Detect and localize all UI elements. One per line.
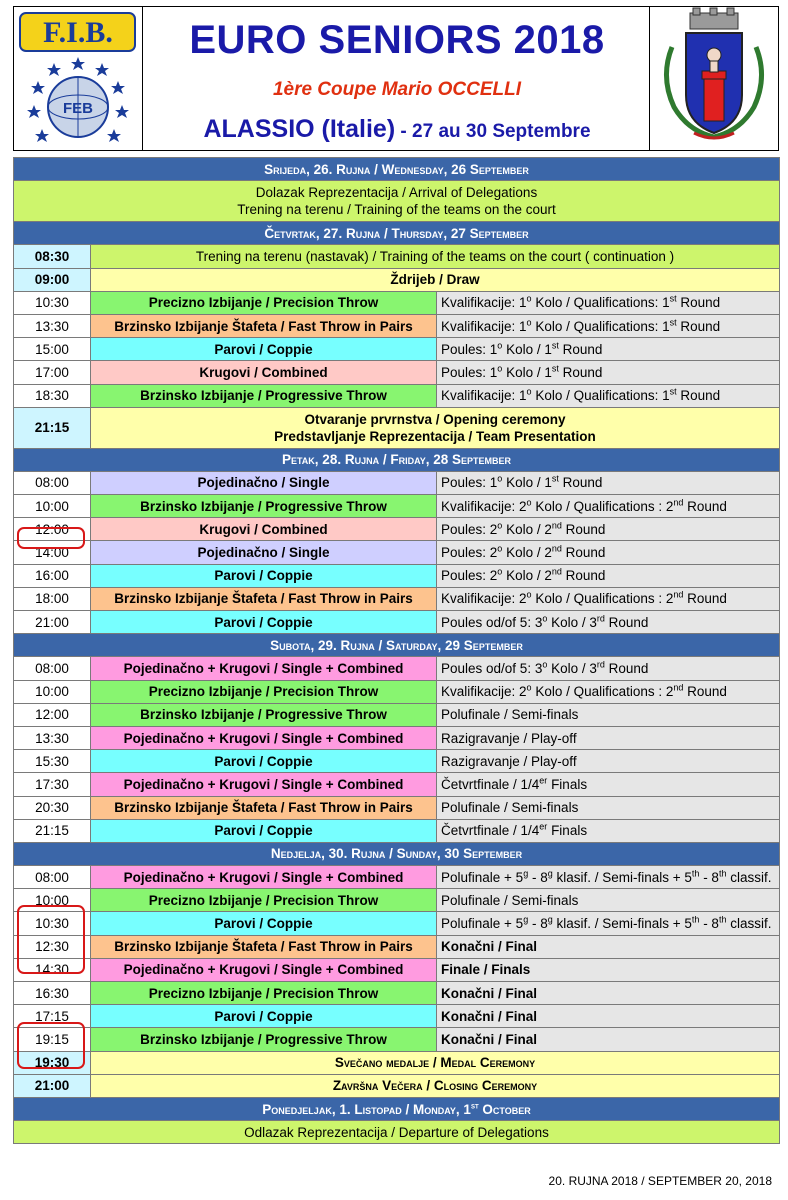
time-cell: 20:30 — [14, 796, 91, 819]
event-cell: Brzinsko Izbijanje Štafeta / Fast Throw in Pairs — [91, 314, 437, 337]
round-text: Round — [561, 545, 606, 561]
round-ordinal: th — [691, 868, 700, 879]
round-text: Round — [604, 614, 649, 630]
event-cell: Brzinsko Izbijanje Štafeta / Fast Throw in Pairs — [91, 587, 437, 610]
day-header-row — [14, 448, 780, 471]
time-cell: 18:00 — [14, 587, 91, 610]
table-row — [14, 703, 780, 726]
event-cell: Parovi / Coppie — [91, 338, 437, 361]
round-text: Kvalifikacije: 2 — [441, 498, 527, 514]
round-ordinal: o — [497, 543, 503, 554]
time-cell: 21:15 — [14, 819, 91, 842]
round-cell — [437, 912, 780, 935]
event-cell: Brzinsko Izbijanje / Progressive Throw — [91, 1028, 437, 1051]
round-ordinal: er — [539, 821, 548, 832]
round-text: classif. — [726, 916, 772, 932]
day-header-saturday: Subota, 29. Rujna / Saturday, 29 September — [14, 634, 780, 657]
arrival-text: Dolazak Reprezentacija / Arrival of Delegations — [255, 185, 538, 201]
round-ordinal: nd — [673, 682, 684, 693]
training-text: Trening na terenu / Training of the teams on the court — [237, 202, 556, 218]
table-row — [14, 541, 780, 564]
round-text: Kvalifikacije: 1 — [441, 388, 527, 404]
round-text: Kolo / Qualifications : 2 — [531, 498, 674, 514]
alassio-crest-icon — [650, 7, 778, 150]
round-cell — [437, 495, 780, 518]
venue-line — [144, 115, 650, 144]
round-text: Poules od/of 5: 3 — [441, 614, 543, 630]
table-row — [14, 1074, 780, 1097]
event-cell: Parovi / Coppie — [91, 1005, 437, 1028]
event-cell: Brzinsko Izbijanje / Progressive Throw — [91, 495, 437, 518]
event-cell: Pojedinačno + Krugovi / Single + Combined — [91, 866, 437, 889]
round-text: Poules: 2 — [441, 521, 498, 537]
round-text: Round — [604, 660, 649, 676]
round-ordinal: st — [551, 473, 559, 484]
round-text: Polufinale + 5 — [441, 916, 524, 932]
round-text: Razigravanje / Play-off — [441, 753, 577, 769]
event-cell: Pojedinačno + Krugovi / Single + Combined — [91, 726, 437, 749]
day-header-row — [14, 842, 780, 865]
round-ordinal: nd — [551, 520, 562, 531]
event-cell: Brzinsko Izbijanje / Progressive Throw — [91, 384, 437, 407]
round-cell — [437, 703, 780, 726]
wednesday-info — [14, 181, 780, 222]
venue-city: ALASSIO (Italie) — [203, 115, 396, 143]
round-text: Poules od/of 5: 3 — [441, 660, 543, 676]
round-ordinal: o — [526, 589, 532, 600]
round-text: Poules: 2 — [441, 545, 498, 561]
event-cell: Pojedinačno + Krugovi / Single + Combined — [91, 958, 437, 981]
round-text: Poules: 2 — [441, 568, 498, 584]
round-text: Konačni / Final — [441, 1008, 538, 1024]
round-ordinal: th — [691, 914, 700, 925]
time-cell: 17:30 — [14, 773, 91, 796]
round-text: Kvalifikacije: 1 — [441, 295, 527, 311]
round-text: Finale / Finals — [441, 962, 531, 978]
round-text: klasif. / Semi-finals + 5 — [552, 869, 692, 885]
team-presentation-text: Predstavljanje Reprezentacija / Team Presentation — [274, 428, 596, 444]
monday-info-row — [14, 1121, 780, 1144]
time-cell: 13:30 — [14, 726, 91, 749]
round-text: - 8 — [528, 916, 548, 932]
round-text: Round — [561, 568, 606, 584]
round-ordinal: g — [523, 868, 529, 879]
table-row — [14, 680, 780, 703]
round-text: Kolo / 2 — [502, 568, 552, 584]
round-ordinal: rd — [596, 613, 605, 624]
event-cell: Precizno Izbijanje / Precision Throw — [91, 982, 437, 1005]
time-cell: 18:30 — [14, 384, 91, 407]
round-ordinal: o — [497, 363, 503, 374]
time-cell: 08:00 — [14, 657, 91, 680]
day-header-monday-text: Ponedjeljak, 1. Listopad / Monday, 1 — [262, 1101, 471, 1117]
round-cell — [437, 587, 780, 610]
round-text: Kolo / 2 — [502, 545, 552, 561]
day-header-row — [14, 1097, 780, 1120]
time-cell: 10:30 — [14, 291, 91, 314]
round-ordinal: nd — [673, 497, 684, 508]
round-ordinal: o — [497, 340, 503, 351]
table-row — [14, 889, 780, 912]
table-row — [14, 291, 780, 314]
day-header-friday: Petak, 28. Rujna / Friday, 28 September — [14, 448, 780, 471]
day-header-sunday: Nedjelja, 30. Rujna / Sunday, 30 September — [14, 842, 780, 865]
round-text: Round — [683, 684, 727, 700]
training-cell: Trening na terenu (nastavak) / Training of the teams on the court ( continuation ) — [91, 245, 780, 268]
document-subtitle: 1ère Coupe Mario OCCELLI — [272, 79, 522, 100]
time-cell: 14:30 — [14, 958, 91, 981]
round-ordinal: o — [497, 473, 503, 484]
table-row — [14, 495, 780, 518]
round-text: Poules: 1 — [441, 475, 498, 491]
day-header-row — [14, 222, 780, 245]
event-cell: Pojedinačno + Krugovi / Single + Combined — [91, 773, 437, 796]
round-ordinal: g — [547, 914, 553, 925]
time-cell: 15:00 — [14, 338, 91, 361]
round-cell — [437, 314, 780, 337]
departure-cell: Odlazak Reprezentacija / Departure of Delegations — [14, 1121, 780, 1144]
table-row — [14, 912, 780, 935]
round-cell — [437, 796, 780, 819]
table-row — [14, 361, 780, 384]
time-cell: 21:00 — [14, 1074, 91, 1097]
time-cell: 10:00 — [14, 495, 91, 518]
medal-ceremony-cell: Svečano medalje / Medal Ceremony — [91, 1051, 780, 1074]
document-header — [13, 6, 779, 151]
table-row — [14, 866, 780, 889]
round-cell — [437, 518, 780, 541]
round-cell — [437, 773, 780, 796]
round-cell — [437, 889, 780, 912]
event-cell: Parovi / Coppie — [91, 912, 437, 935]
round-ordinal: st — [669, 293, 677, 304]
table-row — [14, 726, 780, 749]
time-cell: 19:15 — [14, 1028, 91, 1051]
round-text: Kolo / 2 — [502, 521, 552, 537]
time-cell: 08:00 — [14, 471, 91, 494]
round-ordinal: st — [551, 340, 559, 351]
round-cell — [437, 361, 780, 384]
round-cell — [437, 982, 780, 1005]
round-text: Kolo / Qualifications: 1 — [531, 295, 670, 311]
table-row — [14, 471, 780, 494]
round-text: Round — [676, 388, 721, 404]
round-cell — [437, 657, 780, 680]
time-cell: 08:30 — [14, 245, 91, 268]
coat-of-arms — [649, 7, 778, 150]
time-cell: 21:00 — [14, 611, 91, 634]
highlight-circle — [17, 905, 85, 974]
round-text: Kolo / Qualifications : 2 — [531, 684, 674, 700]
round-text: Konačni / Final — [441, 985, 538, 1001]
round-ordinal: th — [718, 868, 727, 879]
round-text: Polufinale / Semi-finals — [441, 892, 579, 908]
time-cell: 08:00 — [14, 866, 91, 889]
table-row — [14, 1028, 780, 1051]
day-header-monday-month: October — [478, 1101, 531, 1117]
round-ordinal: nd — [551, 566, 562, 577]
event-cell: Brzinsko Izbijanje Štafeta / Fast Throw in Pairs — [91, 935, 437, 958]
time-cell: 10:00 — [14, 889, 91, 912]
draw-cell: Ždrijeb / Draw — [91, 268, 780, 291]
round-text: Kolo / 1 — [502, 341, 552, 357]
time-cell: 10:00 — [14, 680, 91, 703]
opening-ceremony-text: Otvaranje prvrnstva / Opening ceremony — [304, 411, 566, 427]
round-text: Round — [683, 498, 727, 514]
round-ordinal: o — [526, 386, 532, 397]
event-cell: Pojedinačno / Single — [91, 541, 437, 564]
event-cell: Pojedinačno / Single — [91, 471, 437, 494]
event-cell: Parovi / Coppie — [91, 819, 437, 842]
round-text: Četvrtfinale / 1/4 — [441, 776, 540, 792]
round-text: Kolo / 1 — [502, 364, 552, 380]
round-ordinal: o — [542, 613, 548, 624]
round-cell — [437, 291, 780, 314]
event-cell: Krugovi / Combined — [91, 518, 437, 541]
round-text: Konačni / Final — [441, 939, 538, 955]
schedule-table — [13, 157, 780, 1144]
time-cell: 17:00 — [14, 361, 91, 384]
table-row — [14, 958, 780, 981]
table-row — [14, 935, 780, 958]
table-row — [14, 1005, 780, 1028]
time-cell: 12:30 — [14, 935, 91, 958]
round-cell — [437, 726, 780, 749]
day-header-thursday: Četvrtak, 27. Rujna / Thursday, 27 September — [14, 222, 780, 245]
round-text: Round — [676, 318, 721, 334]
round-text: Finals — [547, 823, 588, 839]
round-ordinal: o — [526, 497, 532, 508]
round-text: Četvrtfinale / 1/4 — [441, 823, 540, 839]
round-text: Kolo / Qualifications: 1 — [531, 388, 670, 404]
round-cell — [437, 471, 780, 494]
table-row — [14, 773, 780, 796]
time-cell: 19:30 — [14, 1051, 91, 1074]
table-row — [14, 796, 780, 819]
wednesday-info-row — [14, 181, 780, 222]
table-row — [14, 819, 780, 842]
round-ordinal: er — [539, 775, 548, 786]
round-ordinal: st — [551, 363, 559, 374]
round-text: Round — [558, 341, 603, 357]
round-ordinal: rd — [596, 659, 605, 670]
round-ordinal: o — [542, 659, 548, 670]
round-text: Round — [558, 475, 603, 491]
time-cell: 09:00 — [14, 268, 91, 291]
venue-dates: - 27 au 30 Septembre — [395, 121, 591, 142]
time-cell: 16:00 — [14, 564, 91, 587]
round-ordinal: g — [547, 868, 553, 879]
round-text: Round — [561, 521, 606, 537]
time-cell: 17:15 — [14, 1005, 91, 1028]
round-text: - 8 — [699, 869, 719, 885]
round-cell — [437, 1005, 780, 1028]
highlight-circle — [17, 1022, 85, 1069]
highlight-circle — [17, 527, 85, 549]
round-cell — [437, 338, 780, 361]
round-text: Polufinale / Semi-finals — [441, 707, 579, 723]
table-row — [14, 982, 780, 1005]
round-text: Polufinale / Semi-finals — [441, 800, 579, 816]
round-ordinal: o — [526, 682, 532, 693]
time-cell: 13:30 — [14, 314, 91, 337]
time-cell: 10:30 — [14, 912, 91, 935]
round-ordinal: o — [497, 566, 503, 577]
round-ordinal: nd — [551, 543, 562, 554]
round-text: Konačni / Final — [441, 1031, 538, 1047]
round-ordinal: th — [718, 914, 727, 925]
round-cell — [437, 611, 780, 634]
round-text: Kolo / 1 — [502, 475, 552, 491]
round-text: Kolo / Qualifications: 1 — [531, 318, 670, 334]
round-text: Kvalifikacije: 2 — [441, 591, 527, 607]
event-cell: Pojedinačno + Krugovi / Single + Combined — [91, 657, 437, 680]
event-cell: Parovi / Coppie — [91, 564, 437, 587]
event-cell: Precizno Izbijanje / Precision Throw — [91, 680, 437, 703]
table-row — [14, 750, 780, 773]
round-cell — [437, 750, 780, 773]
round-ordinal: st — [669, 317, 677, 328]
time-cell: 14:00 — [14, 541, 91, 564]
round-text: classif. — [726, 869, 772, 885]
table-row — [14, 384, 780, 407]
round-text: Kvalifikacije: 2 — [441, 684, 527, 700]
round-ordinal: o — [497, 520, 503, 531]
event-cell: Brzinsko Izbijanje / Progressive Throw — [91, 703, 437, 726]
time-cell: 12:00 — [14, 703, 91, 726]
table-row — [14, 1051, 780, 1074]
time-cell: 21:15 — [14, 407, 91, 448]
round-cell — [437, 680, 780, 703]
round-text: Kolo / Qualifications : 2 — [531, 591, 674, 607]
round-text: Round — [676, 295, 721, 311]
round-text: - 8 — [528, 869, 548, 885]
round-text: Kolo / 3 — [547, 660, 597, 676]
table-row — [14, 268, 780, 291]
round-cell — [437, 935, 780, 958]
round-text: - 8 — [699, 916, 719, 932]
fib-feb-logo-icon — [14, 7, 142, 150]
table-row — [14, 611, 780, 634]
round-text: Razigravanje / Play-off — [441, 730, 577, 746]
table-row — [14, 407, 780, 448]
round-text: Poules: 1 — [441, 341, 498, 357]
table-row — [14, 245, 780, 268]
time-cell: 15:30 — [14, 750, 91, 773]
round-text: Kvalifikacije: 1 — [441, 318, 527, 334]
round-ordinal: o — [526, 317, 532, 328]
table-row — [14, 657, 780, 680]
table-row — [14, 518, 780, 541]
opening-ceremony-cell — [91, 407, 780, 448]
time-cell: 16:30 — [14, 982, 91, 1005]
day-header-row — [14, 634, 780, 657]
time-cell: 12:00 — [14, 518, 91, 541]
round-text: Poules: 1 — [441, 364, 498, 380]
event-cell: Parovi / Coppie — [91, 611, 437, 634]
event-cell: Precizno Izbijanje / Precision Throw — [91, 291, 437, 314]
day-header-monday — [14, 1097, 780, 1120]
round-cell — [437, 541, 780, 564]
round-ordinal: g — [523, 914, 529, 925]
round-text: Kolo / 3 — [547, 614, 597, 630]
round-text: Polufinale + 5 — [441, 869, 524, 885]
round-text: Finals — [547, 776, 588, 792]
round-ordinal: st — [669, 386, 677, 397]
event-cell: Brzinsko Izbijanje Štafeta / Fast Throw in Pairs — [91, 796, 437, 819]
table-row — [14, 587, 780, 610]
round-cell — [437, 564, 780, 587]
table-row — [14, 314, 780, 337]
feb-logo-text: FEB — [63, 100, 93, 117]
round-ordinal: o — [526, 293, 532, 304]
closing-ceremony-cell: Završna Večera / Closing Ceremony — [91, 1074, 780, 1097]
day-header-monday-sup: st — [470, 1100, 479, 1111]
table-row — [14, 338, 780, 361]
day-header-row — [14, 158, 780, 181]
round-text: klasif. / Semi-finals + 5 — [552, 916, 692, 932]
round-cell — [437, 384, 780, 407]
event-cell: Krugovi / Combined — [91, 361, 437, 384]
fib-logo-text: F.I.B. — [43, 16, 113, 49]
round-ordinal: nd — [673, 589, 684, 600]
round-cell — [437, 866, 780, 889]
event-cell: Parovi / Coppie — [91, 750, 437, 773]
round-cell — [437, 1028, 780, 1051]
document-title: EURO SENIORS 2018 — [189, 18, 605, 62]
round-text: Round — [683, 591, 727, 607]
round-text: Round — [558, 364, 603, 380]
round-cell — [437, 958, 780, 981]
table-row — [14, 564, 780, 587]
round-cell — [437, 819, 780, 842]
federation-logos — [14, 7, 143, 150]
document-date: 20. RUJNA 2018 / SEPTEMBER 20, 2018 — [548, 1174, 772, 1188]
day-header-wednesday: Srijeda, 26. Rujna / Wednesday, 26 September — [14, 158, 780, 181]
event-cell: Precizno Izbijanje / Precision Throw — [91, 889, 437, 912]
